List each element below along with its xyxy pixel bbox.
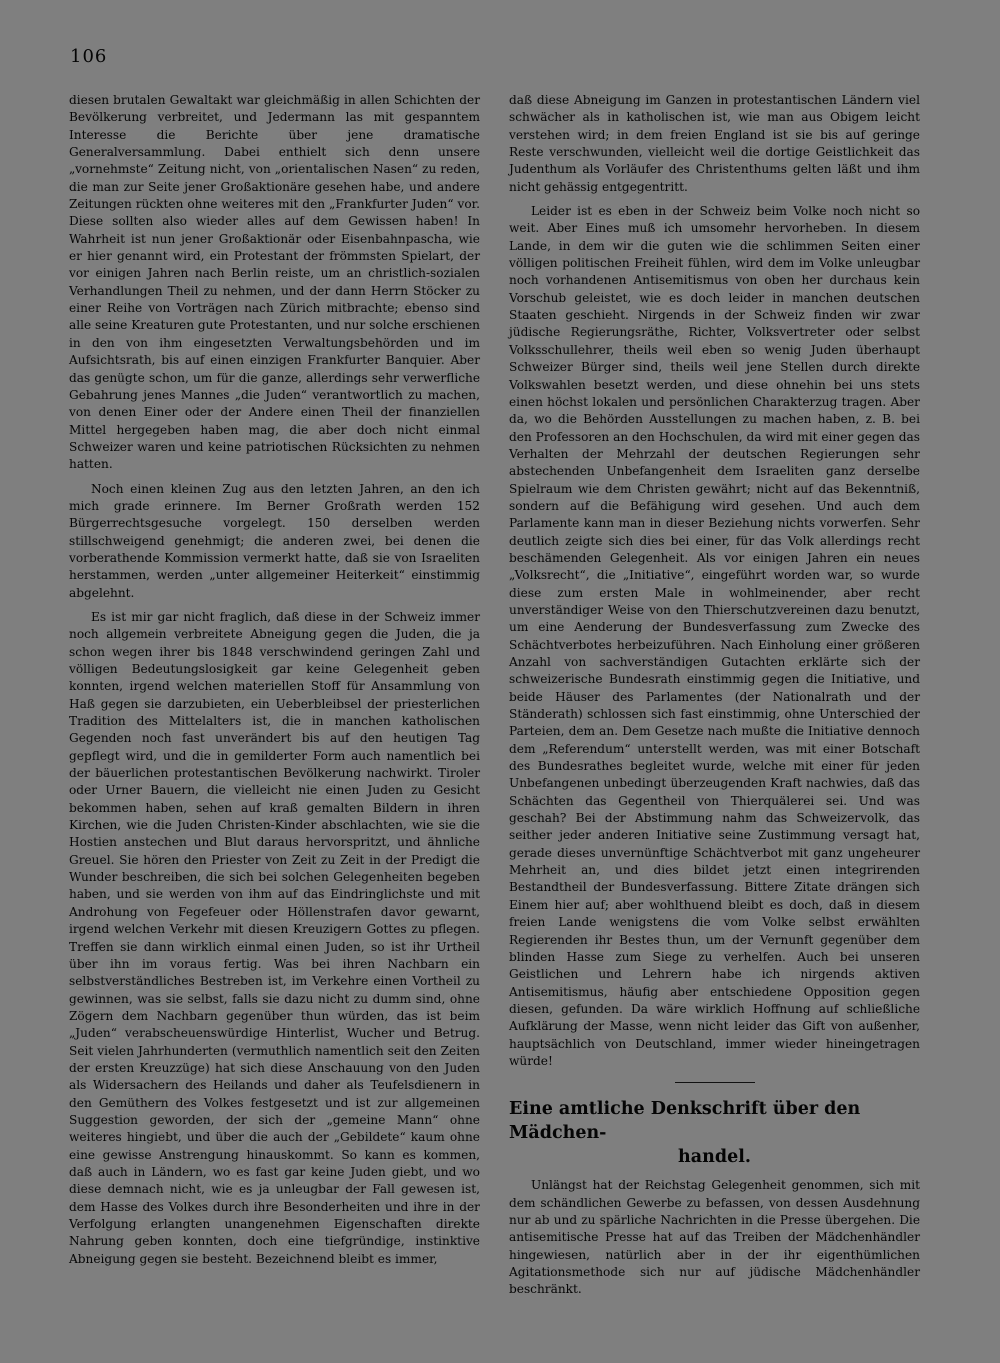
- paragraph: diesen brutalen Gewaltakt war gleichmäßig in allen Schichten der Bevölkerung verbreitet, und Jedermann las mit gespanntem Interesse die Berichte über jene dramatische Generalversammlung. Dabei enthielt sich denn unsere „vornehmste“ Zeitung nicht, von „orientalischen Nasen“ zu reden, die man zur Seite jener Großaktionäre gesehen habe, und andere Zeitungen rückten ohne weiteres mit den „Frankfurter Juden“ vor. Diese sollten also wieder alles auf dem Gewissen haben! In Wahrheit ist nun jener Großaktionär oder Eisenbahnpascha, wie er hier genannt wird, ein Protestant der frömmsten Spielart, der vor einigen Jahren nach Berlin reiste, um an christlich-sozialen Verhandlungen Theil zu nehmen, und der dann Herrn Stöcker zu einer Reihe von Vorträgen nach Zürich mitbrachte; ebenso sind alle seine Kreaturen gute Protestanten, und nur solche erschienen in den von ihm eingesetzten Verwaltungsbehörden und im Aufsichtsrath, bis auf einen einzigen Frankfurter Banquier. Aber das genügte schon, um für die ganze, allerdings sehr verwerfliche Gebahrung jenes Mannes „die Juden“ verantwortlich zu machen, von denen Einer oder der Andere einen Theil der finanziellen Mittel hergegeben haben mag, die aber doch nicht einmal Schweizer waren und keine patriotischen Rücksichten zu nehmen hatten.: [69, 93, 480, 472]
- section-divider: [675, 1082, 755, 1083]
- paragraph: Noch einen kleinen Zug aus den letzten Jahren, an den ich mich grade erinnere. Im Berner Großrath werden 152 Bürgerrechtsgesuche vorgelegt. 150 derselben werden stillschweigend genehmigt; die anderen zwei, bei denen die vorberathende Kommission vermerkt hatte, daß sie von Israeliten herstammen, werden „unter allgemeiner Heiterkeit“ einstimmig abgelehnt.: [69, 481, 480, 600]
- paragraph: daß diese Abneigung im Ganzen in protestantischen Ländern viel schwächer als in katholischen ist, wie man aus Obigem leicht verstehen wird; in dem freien England ist sie bis auf geringe Reste verschwunden, vielleicht weil die dortige Geistlichkeit das Judenthum als Vorläufer des Christenthums gelten läßt und ihm nicht gehässig entgegentritt.: [509, 93, 920, 194]
- right-column: [509, 92, 920, 1306]
- article-body: Unlängst hat der Reichstag Gelegenheit genommen, sich mit dem schändlichen Gewerbe zu befassen, von dessen Ausdehnung nur ab und zu spärliche Nachrichten in die Presse übergehen. Die antisemitische Presse hat auf das Treiben der Mädchenhändler hingewiesen, natürlich aber in der ihr eigenthümlichen Agitationsmethode sich nur auf jüdische Mädchenhändler beschränkt.: [509, 1178, 920, 1297]
- article-heading-line2: handel.: [678, 1147, 751, 1168]
- paragraph: Leider ist es eben in der Schweiz beim Volke noch nicht so weit. Aber Eines muß ich umsomehr hervorheben. In diesem Lande, in dem wir die guten wie die schlimmen Seiten einer völligen politischen Freiheit fühlen, wird dem im Volke unleugbar noch vorhandenen Antisemitismus von oben her durchaus kein Vorschub geleistet, wie es doch leider in manchen deutschen Staaten geschieht. Nirgends in der Schweiz finden wir zwar jüdische Regierungsräthe, Richter, Volksvertreter oder selbst Volksschullehrer, theils weil eben so wenig Juden überhaupt Schweizer Bürger sind, theils weil jene Stellen durch direkte Volkswahlen besetzt werden, und diese ohnehin bei uns stets einen höchst lokalen und persönlichen Charakterzug tragen. Aber da, wo die Behörden Ausstellungen zu machen haben, z. B. bei den Professoren an den Hochschulen, da wird mit einer gegen das Verhalten der Mehrzahl der deutschen Regierungen sehr abstechenden Unbefangenheit dem Israeliten ganz derselbe Spielraum wie dem Christen gewährt; nicht auf das Bekenntniß, sondern auf die Befähigung wird gesehen. Und auch dem Parlamente kann man in dieser Beziehung nichts vorwerfen. Sehr deutlich zeigte sich dies bei einer, für das Volk allerdings recht beschämenden Gelegenheit. Als vor einigen Jahren ein neues „Volksrecht“, die „Initiative“, eingeführt worden war, so wurde diese zum ersten Male in wohlmeinender, aber recht unverständiger Weise von den Thierschutzvereinen dazu benutzt, um eine Aenderung der Bundesverfassung zum Zwecke des Schächtverbotes herbeizuführen. Nach Einholung einer größeren Anzahl von sachverständigen Gutachten erklärte sich der schweizerische Bundesrath einstimmig gegen die Initiative, und beide Häuser des Parlamentes (der Nationalrath und der Ständerath) schlossen sich fast einstimmig, ohne Unterschied der Parteien, dem an. Dem Gesetze nach mußte die Initiative dennoch dem „Referendum“ unterstellt werden, was mit einer Botschaft des Bundesrathes begleitet wurde, welche mit einer für jeden Unbefangenen unbedingt überzeugenden Kraft nachwies, daß das Schächten das Gegentheil von Thierquälerei sei. Und was geschah? Bei der Abstimmung nahm das Schweizervolk, das seither jeder anderen Initiative seine Zustimmung versagt hat, gerade dieses unvernünftige Schächtverbot mit ganz ungeheurer Mehrheit an, und dies bildet jetzt einen integrirenden Bestandtheil der Bundesverfassung. Bittere Zitate drängen sich Einem hier auf; aber wohlthuend bleibt es doch, daß in diesem freien Lande wenigstens die vom Volke selbst erwählten Regierenden ihr Bestes thun, um der Vernunft gegenüber dem blinden Hasse zum Siege zu verhelfen. Auch bei unseren Geistlichen und Lehrern habe ich nirgends aktiven Antisemitismus, häufig aber entschiedene Opposition gegen diesen, gefunden. Da wäre wirklich Hoffnung auf schließliche Aufklärung der Masse, wenn nicht leider das Gift von außenher, hauptsächlich von Deutschland, immer wieder hineingetragen würde!: [509, 204, 920, 1068]
- page-number: 106: [70, 46, 108, 67]
- article-heading: [509, 1097, 920, 1169]
- paragraph: Es ist mir gar nicht fraglich, daß diese in der Schweiz immer noch allgemein verbreitete Abneigung gegen die Juden, die ja schon wegen ihrer bis 1848 verschwindend geringen Zahl und völligen Bedeutungslosigkeit gar keine Gelegenheit geben konnten, irgend welchen materiellen Stoff für Ansammlung von Haß gegen sie darzubieten, ein Ueberbleibsel der priesterlichen Tradition des Mittelalters ist, die in manchen katholischen Gegenden noch fast unverändert bis auf den heutigen Tag gepflegt wird, und die in gemilderter Form auch namentlich bei der bäuerlichen protestantischen Bevölkerung nachwirkt. Tiroler oder Urner Bauern, die vielleicht nie einen Juden zu Gesicht bekommen haben, sehen auf kraß gemalten Bildern in ihren Kirchen, wie die Juden Christen-Kinder abschlachten, wie sie die Hostien anstechen und Blut daraus hervorspritzt, und ähnliche Greuel. Sie hören den Priester von Zeit zu Zeit in der Predigt die Wunder beschreiben, die sich bei solchen Gelegenheiten begeben haben, und sie werden von ihm auf das Eindringlichste und mit Androhung von Fegefeuer oder Höllenstrafen davor gewarnt, irgend welchen Verkehr mit diesen Kreuzigern Gottes zu pflegen. Treffen sie dann wirklich einmal einen Juden, so ist ihr Urtheil über ihn im voraus fertig. Was bei ihren Nachbarn ein selbstverständliches Bestreben ist, im Verkehre einen Vortheil zu gewinnen, was sie selbst, falls sie dazu nicht zu dumm sind, ohne Zögern dem Nachbarn gegenüber thun würden, das ist beim „Juden“ verabscheuenswürdige Hinterlist, Wucher und Betrug. Seit vielen Jahrhunderten (vermuthlich namentlich seit den Zeiten der ersten Kreuzzüge) hat sich diese Anschauung von den Juden als Widersachern des Heilands und daher als Teufelsdienern in den Gemüthern des Volkes festgesetzt und ist zur allgemeinen Suggestion geworden, der sich der „gemeine Mann“ ohne weiteres hingiebt, und über die auch der „Gebildete“ kaum ohne eine gewisse Anstrengung hinauskommt. So kann es kommen, daß auch in Ländern, wo es fast gar keine Juden giebt, und wo diese demnach nicht, wie es ja unleugbar der Fall gewesen ist, dem Hasse des Volkes durch ihre Besonderheiten und ihre in der Verfolgung erlangten unangenehmen Eigenschaften direkte Nahrung geben konnten, doch eine tiefgründige, instinktive Abneigung gegen sie besteht. Bezeichnend bleibt es immer,: [69, 609, 480, 1266]
- article-heading-line1: Eine amtliche Denkschrift über den Mädchen-: [509, 1099, 861, 1144]
- left-column: [69, 92, 480, 1275]
